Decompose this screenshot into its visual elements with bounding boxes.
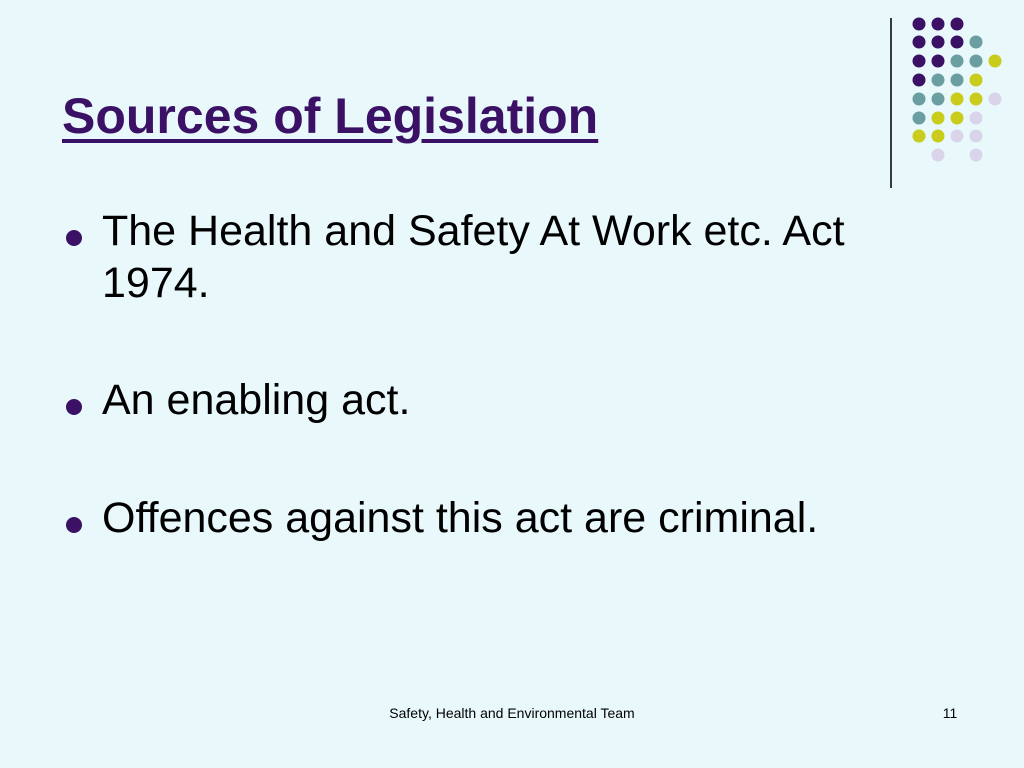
dot: [932, 74, 945, 87]
dot: [951, 130, 964, 143]
bullet-dot-icon: [66, 517, 82, 533]
slide-title: Sources of Legislation: [62, 88, 599, 144]
dot: [970, 112, 983, 125]
dot: [932, 36, 945, 49]
page-number: 11: [942, 705, 958, 721]
dot: [913, 93, 926, 106]
dot: [932, 112, 945, 125]
dot: [951, 74, 964, 87]
decorative-dot-grid-icon: [905, 10, 1015, 170]
dot: [913, 112, 926, 125]
dot: [951, 36, 964, 49]
list-item: [62, 493, 892, 545]
slide-footer: Safety, Health and Environmental Team: [389, 705, 635, 721]
dot: [989, 93, 1002, 106]
dot: [951, 112, 964, 125]
dot: [970, 149, 983, 162]
dot: [970, 74, 983, 87]
bullet-dot-icon: [66, 399, 82, 415]
dot: [932, 18, 945, 31]
dot: [913, 36, 926, 49]
dot: [951, 93, 964, 106]
dot: [970, 130, 983, 143]
bullet-text: An enabling act.: [102, 376, 411, 425]
bullet-text: Offences against this act are criminal.: [102, 493, 819, 542]
dot: [970, 55, 983, 68]
dot: [913, 55, 926, 68]
dot: [932, 149, 945, 162]
bullet-dot-icon: [66, 230, 82, 246]
decorative-divider: [890, 18, 892, 188]
bullet-list: [62, 206, 892, 610]
dot: [913, 18, 926, 31]
dot: [951, 18, 964, 31]
dot: [932, 55, 945, 68]
dot: [913, 74, 926, 87]
dot: [989, 55, 1002, 68]
dot: [932, 130, 945, 143]
dot: [932, 93, 945, 106]
bullet-text: The Health and Safety At Work etc. Act 1974.: [102, 207, 845, 307]
dot: [951, 55, 964, 68]
dot: [970, 36, 983, 49]
dot: [913, 130, 926, 143]
dot: [970, 93, 983, 106]
list-item: [62, 375, 892, 427]
list-item: [62, 206, 892, 309]
